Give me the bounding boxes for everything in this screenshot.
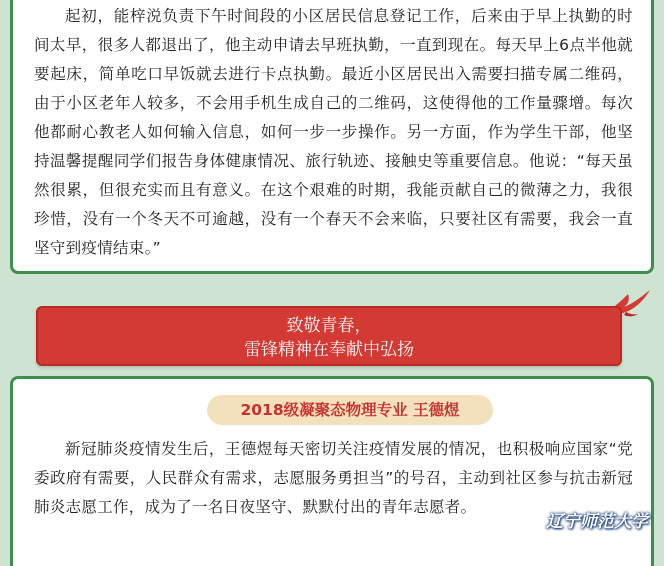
university-watermark: 辽宁师范大学: [546, 512, 648, 532]
profile-name-tag: 2018级凝聚态物理专业 王德煜: [207, 395, 493, 425]
banner-line-2: 雷锋精神在奉献中弘扬: [244, 340, 414, 360]
tribute-banner: [36, 306, 622, 366]
banner-line-1: 致敬青春，: [286, 316, 372, 336]
profile-paragraph: 新冠肺炎疫情发生后，王德煜每天密切关注疫情发展的情况，也积极响应国家“党委政府有需要，人民群众有需求，志愿服务勇担当”的号召，主动到社区参与抗击新冠肺炎志愿工作，成为了一名日夜坚守、默默付出的青年志愿者。: [34, 440, 633, 516]
profile-card: [10, 376, 654, 566]
story-card-top: [10, 0, 654, 274]
story-paragraph: 起初，能梓涚负责下午时间段的小区居民信息登记工作，后来由于早上执勤的时间太早，很多人都退出了，他主动申请去早班执勤，一直到现在。每天早上6点半他就要起床，简单吃口早饭就去进行卡点执勤。最近小区居民出入需要扫描专属二维码，由于小区老年人较多，不会用手机生成自己的二维码，这使得他的工作量骤增。每次他都耐心教老人如何输入信息，如何一步一步操作。另一方面，作为学生干部，他坚持温馨提醒同学们报告身体健康情况、旅行轨迹、接触史等重要信息。他说：“每天虽然很累，但很充实而且有意义。在这个艰难的时期，我能贡献自己的微薄之力，我很珍惜，没有一个冬天不可逾越，没有一个春天不会来临，只要社区有需要，我会一直坚守到疫情结束。”: [34, 7, 633, 257]
